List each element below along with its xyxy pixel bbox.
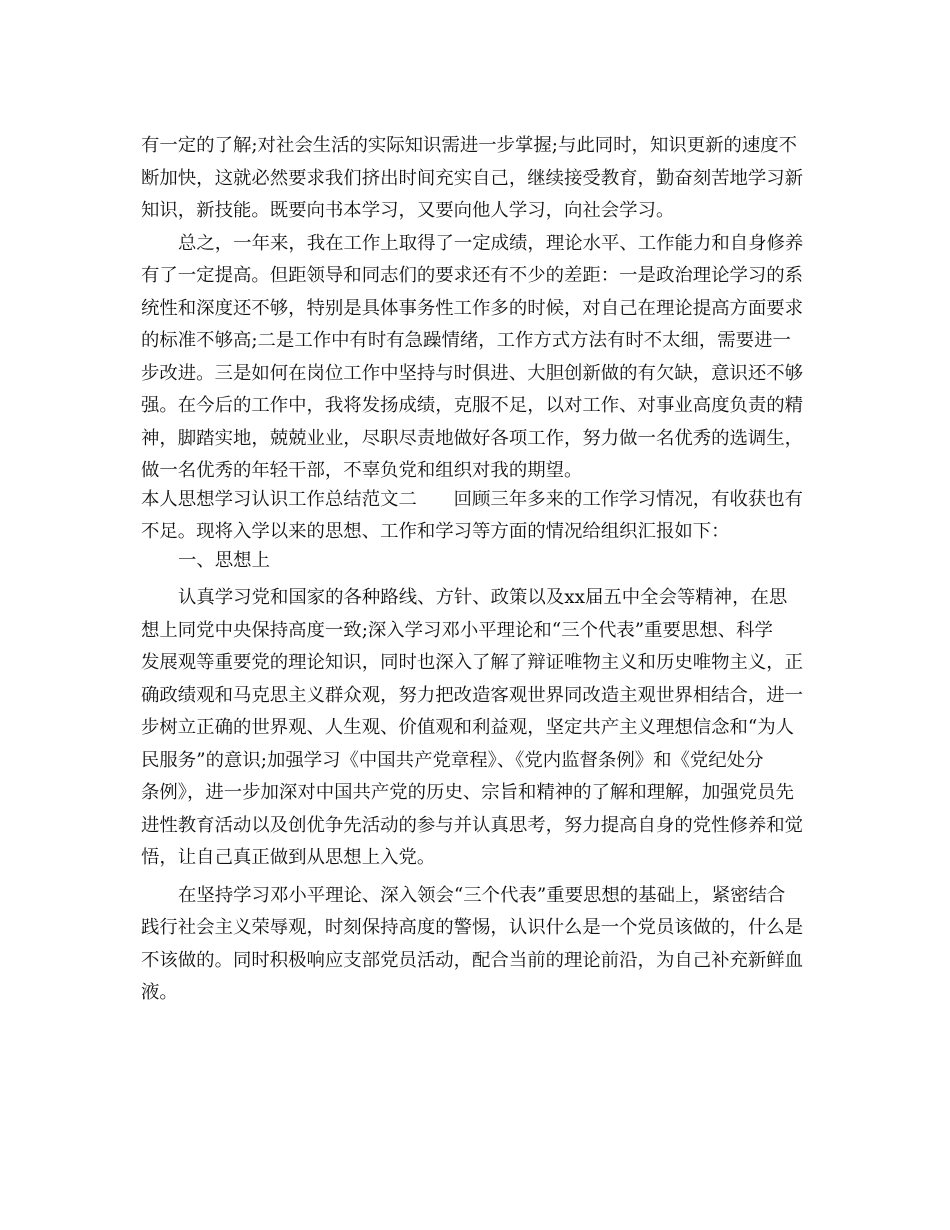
- text-line: 强。在今后的工作中，我将发扬成绩，克服不足，以对工作、对事业高度负责的精: [141, 395, 804, 416]
- paragraph-start: 总之，一年来，我在工作上取得了一定成绩，理论水平、工作能力和自身修养: [178, 232, 804, 254]
- text-line: 统性和深度还不够，特别是具体事务性工作多的时候，对自己在理论提高方面要求: [141, 297, 804, 319]
- text-line: 做一名优秀的年轻干部，不辜负党和组织对我的期望。: [141, 460, 583, 481]
- section-title-line: 本人思想学习认识工作总结范文二 回顾三年多来的工作学习情况，有收获也有: [141, 488, 804, 510]
- document-body: [141, 130, 811, 1010]
- text-line: 神，脚踏实地，兢兢业业，尽职尽责地做好各项工作，努力做一名优秀的选调生，: [141, 427, 804, 449]
- text-line: 悟，让自己真正做到从思想上入党。: [141, 847, 436, 868]
- text-line: 发展观等重要党的理论知识，同时也深入了解了辩证唯物主义和历史唯物主义，正: [141, 652, 804, 673]
- text-line: 步树立正确的世界观、人生观、价值观和利益观，坚定共产主义理想信念和“为人: [141, 717, 795, 738]
- text-line: 步改进。三是如何在岗位工作中坚持与时俱进、大胆创新做的有欠缺，意识还不够: [141, 362, 804, 384]
- text-line: 民服务”的意识;加强学习《中国共产党章程》、《党内监督条例》和《党纪处分: [141, 749, 764, 771]
- text-line: 液。: [141, 982, 178, 1003]
- text-line: 想上同党中央保持高度一致;深入学习邓小平理论和“三个代表”重要思想、科学: [141, 619, 773, 641]
- text-line: 断加快，这就必然要求我们挤出时间充实自己，继续接受教育，勤奋刻苦地学习新: [141, 167, 804, 189]
- text-line: 有了一定提高。但距领导和同志们的要求还有不少的差距：一是政治理论学习的系: [141, 265, 804, 286]
- text-line: 知识，新技能。既要向书本学习，又要向他人学习，向社会学习。: [141, 200, 675, 221]
- text-line: 确政绩观和马克思主义群众观，努力把改造客观世界同改造主观世界相结合，进一: [141, 684, 804, 706]
- paragraph-start: 在坚持学习邓小平理论、深入领会“三个代表”重要思想的基础上，紧密结合: [178, 884, 786, 906]
- section-heading: 一、思想上: [178, 549, 270, 571]
- text-line: 不足。现将入学以来的思想、工作和学习等方面的情况给组织汇报如下：: [141, 521, 730, 542]
- text-line: 条例》，进一步加深对中国共产党的历史、宗旨和精神的了解和理解，加强党员先: [141, 782, 794, 803]
- text-line: 践行社会主义荣辱观，时刻保持高度的警惕，认识什么是一个党员该做的，什么是: [141, 917, 804, 938]
- text-line: 有一定的了解;对社会生活的实际知识需进一步掌握;与此同时，知识更新的速度不: [141, 135, 798, 156]
- text-line: 不该做的。同时积极响应支部党员活动，配合当前的理论前沿，为自己补充新鲜血: [141, 949, 804, 971]
- text-line: 进性教育活动以及创优争先活动的参与并认真思考，努力提高自身的党性修养和觉: [141, 814, 804, 836]
- paragraph-start: 认真学习党和国家的各种路线、方针、政策以及xx届五中全会等精神，在思: [178, 587, 788, 608]
- text-line: 的标准不够高;二是工作中有时有急躁情绪，工作方式方法有时不太细，需要进一: [141, 330, 791, 351]
